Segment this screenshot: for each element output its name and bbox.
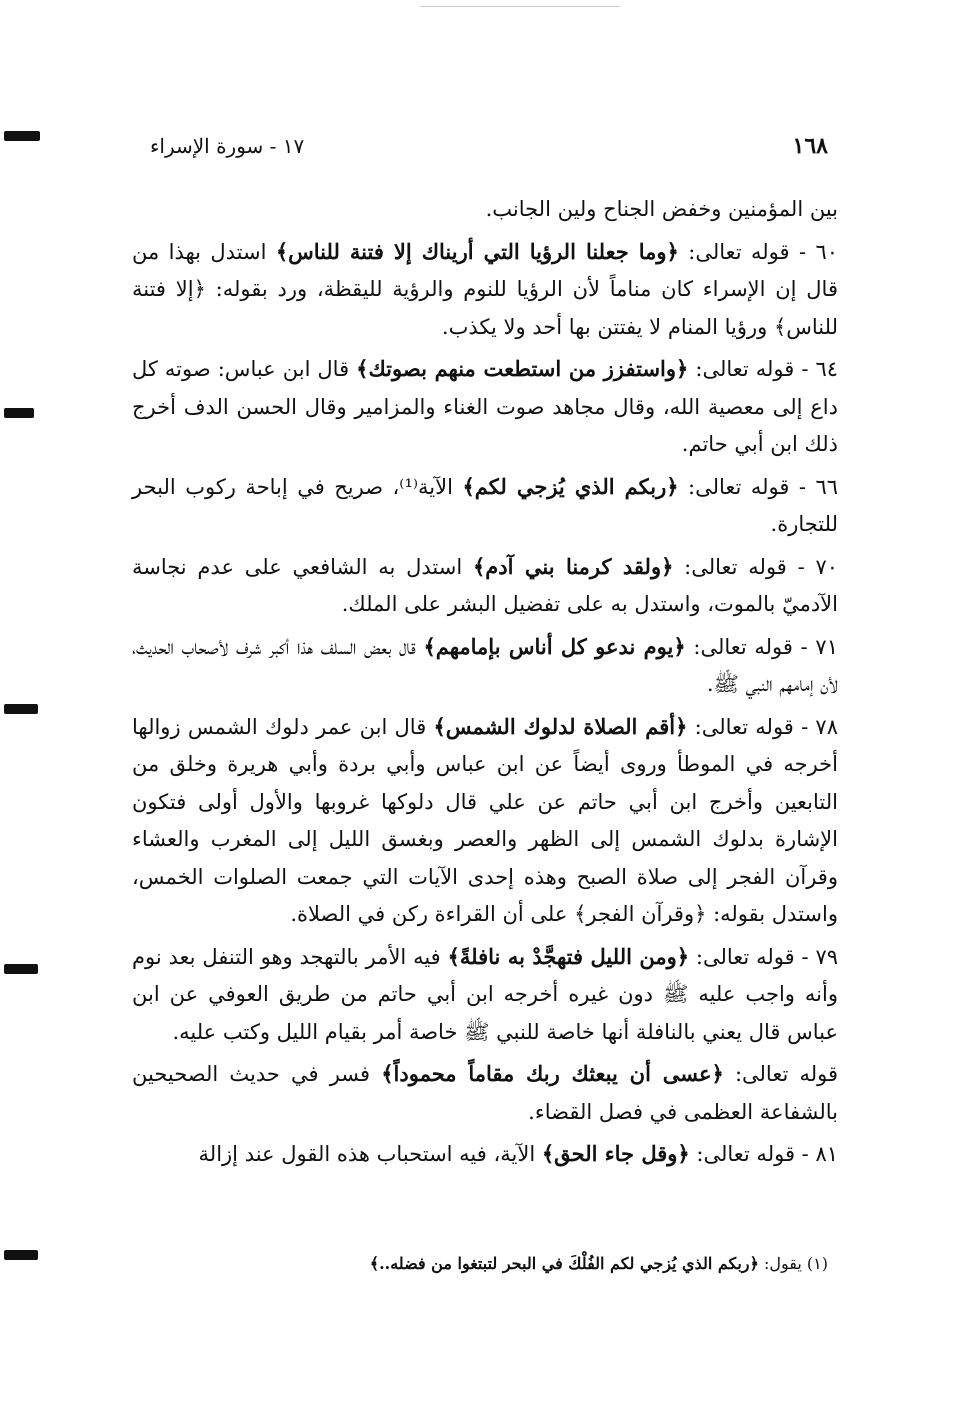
margin-mark	[4, 408, 34, 418]
paragraph-lead: قوله تعالى:	[723, 1062, 838, 1086]
paragraph-text: فسر في حديث الصحيحين بالشفاعة العظمى في فصل القضاء.	[132, 1062, 838, 1124]
verse-quote: ﴿ربكم الذي يُزجي لكم﴾	[462, 473, 679, 499]
paragraph-text: الآية، فيه استحباب هذه القول عند إزالة	[198, 1142, 542, 1166]
paragraph-lead: ٧٨ - قوله تعالى:	[687, 714, 838, 739]
paragraph-text: الآية⁽¹⁾، صريح في إباحة ركوب البحر للتجارة.	[132, 474, 838, 536]
margin-mark	[4, 704, 38, 714]
paragraph	[132, 938, 838, 1052]
verse-quote: ﴿عسى أن يبعثك ربك مقاماً محموداً﴾	[381, 1061, 724, 1086]
paragraph	[132, 350, 838, 464]
paragraph	[132, 1135, 838, 1174]
footnote	[200, 1252, 828, 1276]
margin-mark	[4, 964, 38, 974]
paragraph-text: قال ابن عمر دلوك الشمس زوالها أخرجه في الموطأ وروى أيضاً عن ابن عباس وأبي بردة وأبي هريرة وخلق من التابعين وأخرج ابن أبي حاتم عن علي قال دلوكها غروبها والأول أولى فتكون الإشارة بدلوك الشمس إلى الظهر والعصر وبغسق الليل إلى المغرب والعشاء وقرآن الفجر إلى صلاة الصبح وهذه إحدى الآيات التي جمعت الصلوات الخمس، واستدل بقوله: ﴿وقرآن الفجر﴾ على أن القراءة ركن في الصلاة.	[132, 714, 838, 926]
section-title: ١٧ - سورة الإسراء	[150, 134, 305, 158]
paragraph	[132, 628, 838, 704]
paragraph	[132, 548, 838, 624]
footnote-quote: ﴿ربكم الذي يُزجي لكم الفُلْكَ في البحر لتبتغوا من فضله..﴾	[369, 1254, 759, 1273]
paragraph-lead: ٦٤ - قوله تعالى:	[688, 357, 838, 381]
verse-quote: ﴿وما جعلنا الرؤيا التي أريناك إلا فتنة للناس﴾	[275, 238, 679, 264]
paragraph-lead: ٨١ - قوله تعالى:	[689, 1142, 838, 1166]
verse-quote: ﴿وقل جاء الحق﴾	[541, 1141, 690, 1166]
paragraph-text: فيه الأمر بالتهجد وهو التنفل بعد نوم وأنه واجب عليه ﷺ دون غيره أخرجه ابن أبي حاتم من طريق العوفي عن ابن عباس قال يعني بالنافلة أنها خاصة للنبي ﷺ خاصة أمر بقيام الليل وكتب عليه.	[132, 944, 838, 1044]
paragraph	[132, 1055, 838, 1131]
margin-mark	[4, 131, 40, 141]
verse-quote: ﴿واستفزز من استطعت منهم بصوتك﴾	[356, 356, 689, 381]
paragraph-text: بين المؤمنين وخفض الجناح ولين الجانب.	[485, 197, 838, 221]
paragraph-text: قال بعض السلف هذا أكبر شرف لأصحاب الحديث، لأن إمامهم النبي ﷺ.	[132, 634, 838, 696]
paragraph	[132, 468, 838, 544]
footnote-lead: يقول:	[758, 1254, 807, 1273]
paragraph	[132, 190, 838, 229]
top-rule	[420, 6, 620, 7]
margin-mark	[4, 1250, 38, 1260]
page-number: ١٦٨	[792, 133, 828, 159]
verse-quote: ﴿أقم الصلاة لدلوك الشمس﴾	[433, 713, 688, 739]
page-body	[132, 190, 838, 1178]
footnote-marker: (١)	[806, 1254, 828, 1273]
paragraph-lead: ٦٦ - قوله تعالى:	[678, 474, 839, 499]
verse-quote: ﴿ومن الليل فتهجَّدْ به نافلةً﴾	[447, 943, 690, 969]
paragraph	[132, 233, 838, 347]
paragraph	[132, 708, 838, 934]
paragraph-text: استدل به الشافعي على عدم نجاسة الآدميّ بالموت، واستدل به على تفضيل البشر على الملك.	[132, 554, 838, 616]
paragraph-lead: ٧١ - قوله تعالى:	[685, 634, 838, 659]
verse-quote: ﴿ولقد كرمنا بني آدم﴾	[472, 553, 674, 579]
paragraph-lead: ٧٠ - قوله تعالى:	[673, 554, 839, 579]
running-header	[150, 128, 828, 164]
paragraph-lead: ٧٩ - قوله تعالى:	[689, 944, 838, 969]
paragraph-text: قال ابن عباس: صوته كل داع إلى معصية الله، وقال مجاهد صوت الغناء والمزامير وقال الحسن الدف أخرج ذلك ابن أبي حاتم.	[132, 357, 838, 456]
verse-quote: ﴿يوم ندعو كل أناس بإمامهم﴾	[423, 633, 686, 659]
paragraph-text: استدل بهذا من قال إن الإسراء كان مناماً لأن الرؤيا للنوم والرؤية لليقظة، ورد بقوله: ﴿إلا فتنة للناس﴾ ورؤيا المنام لا يفتتن بها أحد ولا يكذب.	[132, 239, 838, 339]
paragraph-lead: ٦٠ - قوله تعالى:	[678, 239, 838, 264]
